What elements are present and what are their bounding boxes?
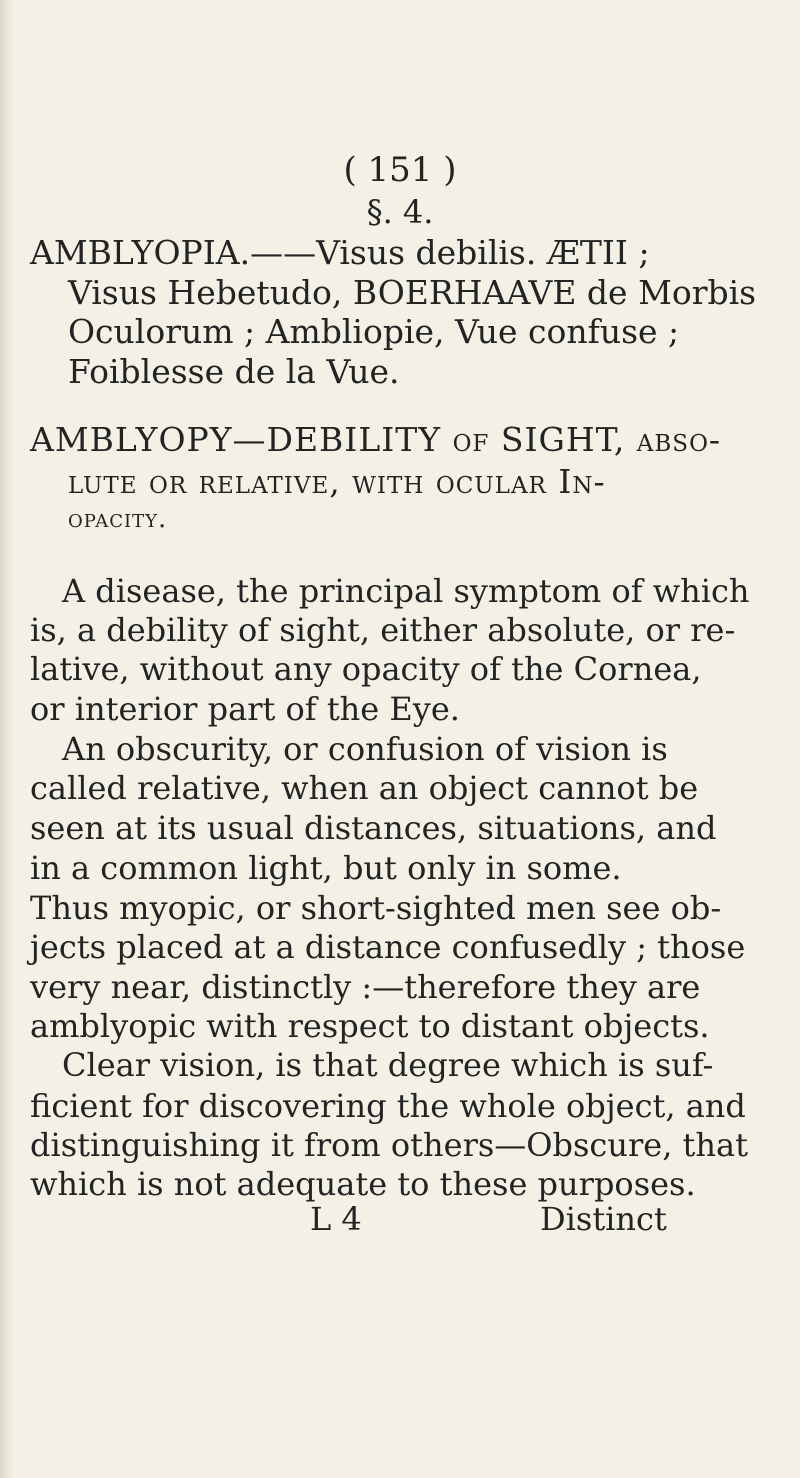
english-heading-line: lute or relative, with ocular In- (68, 462, 606, 501)
paragraph-line: amblyopic with respect to distant objects. (30, 1007, 710, 1045)
english-heading-line: AMBLYOPY—DEBILITY of SIGHT, abso- (30, 420, 722, 459)
latin-entry-line: AMBLYOPIA.——Visus debilis. ÆTII ; (30, 233, 650, 272)
paragraph-line: seen at its usual distances, situations, and (30, 809, 717, 847)
paragraph-line: in a common light, but only in some. (30, 849, 622, 887)
paragraph-line: is, a debility of sight, either absolute, or re- (30, 611, 736, 649)
paragraph-line: Clear vision, is that degree which is suf- (62, 1046, 714, 1084)
page-number: ( 151 ) (343, 150, 457, 190)
english-heading-line: opacity. (68, 504, 168, 534)
signature-mark: L 4 (310, 1200, 362, 1238)
latin-entry-line: Visus Hebetudo, BOERHAAVE de Morbis (68, 273, 757, 312)
paragraph-line: A disease, the principal symptom of which (62, 572, 750, 610)
paragraph-line: An obscurity, or confusion of vision is (62, 730, 668, 768)
section-number: §. 4. (366, 193, 434, 231)
paragraph-line: Thus myopic, or short-sighted men see ob- (30, 889, 722, 927)
paragraph-line: ficient for discovering the whole object, and (30, 1087, 746, 1125)
paragraph-line: called relative, when an object cannot be (30, 769, 699, 807)
latin-entry-line: Oculorum ; Ambliopie, Vue confuse ; (68, 312, 680, 351)
catchword: Distinct (540, 1200, 667, 1238)
paragraph-line: or interior part of the Eye. (30, 690, 460, 728)
paragraph-line: which is not adequate to these purposes. (30, 1165, 696, 1203)
paragraph-line: jects placed at a distance confusedly ; those (30, 928, 746, 966)
latin-entry-line: Foiblesse de la Vue. (68, 352, 400, 391)
paragraph-line: distinguishing it from others—Obscure, that (30, 1126, 748, 1164)
paragraph-line: very near, distinctly :—therefore they are (30, 968, 701, 1006)
paragraph-line: lative, without any opacity of the Cornea, (30, 650, 702, 688)
